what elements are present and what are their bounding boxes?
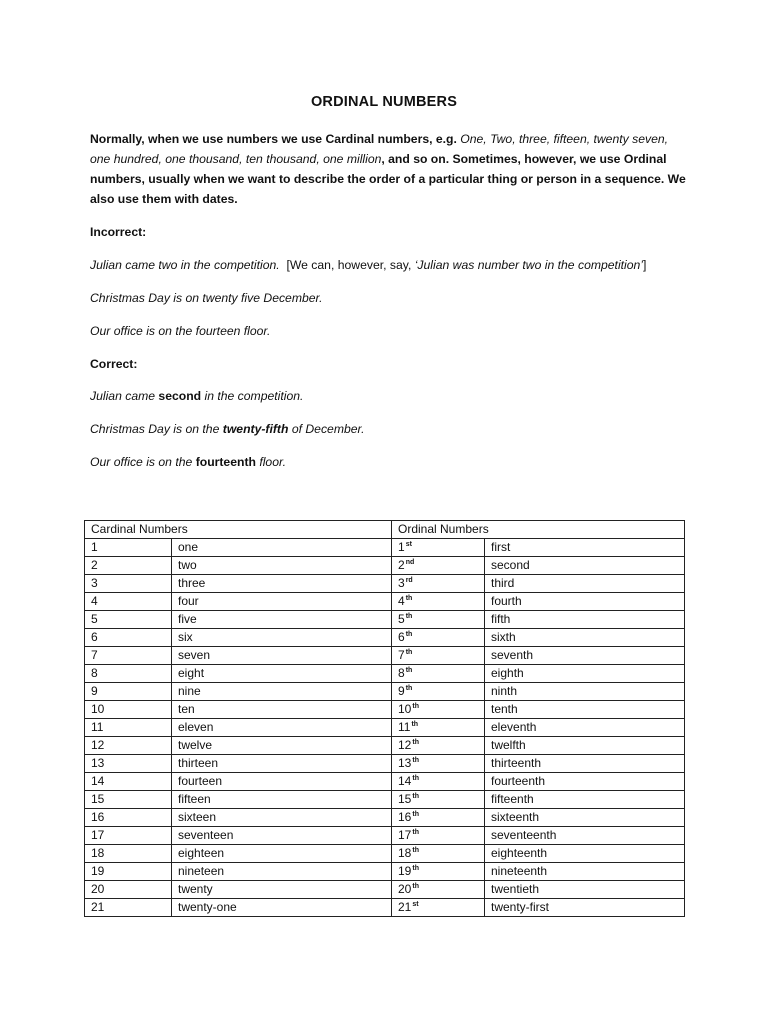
ordinal-number-cell [392, 809, 485, 827]
cardinal-number-cell: 15 [85, 791, 172, 809]
cardinal-number-cell: 2 [85, 557, 172, 575]
ordinal-number-cell [392, 647, 485, 665]
table-row [85, 575, 685, 593]
ordinal-suffix: th [412, 829, 419, 836]
correct-example-1-b: second [158, 389, 202, 403]
cardinal-number-cell: 5 [85, 611, 172, 629]
ordinal-word-cell: eighteenth [485, 845, 685, 863]
cardinal-word-cell: twenty-one [172, 899, 392, 917]
cardinal-number-cell: 8 [85, 665, 172, 683]
ordinal-number-cell [392, 629, 485, 647]
ordinal-suffix: th [412, 865, 419, 872]
ordinal-number: 1 [398, 540, 405, 554]
incorrect-heading-text: Incorrect: [90, 225, 147, 239]
ordinal-number: 13 [398, 756, 412, 770]
ordinal-suffix: th [412, 757, 419, 764]
ordinal-number-cell [392, 611, 485, 629]
cardinal-number-cell: 18 [85, 845, 172, 863]
ordinal-number-cell [392, 845, 485, 863]
cardinal-number-cell: 19 [85, 863, 172, 881]
numbers-table [84, 520, 685, 917]
header-ordinal: Ordinal Numbers [392, 521, 685, 539]
cardinal-number-cell: 1 [85, 539, 172, 557]
cardinal-word-cell: eighteen [172, 845, 392, 863]
table-row [85, 647, 685, 665]
cardinal-number-cell: 21 [85, 899, 172, 917]
cardinal-word-cell: thirteen [172, 755, 392, 773]
ordinal-number-cell [392, 719, 485, 737]
table-row [85, 737, 685, 755]
correct-heading [90, 354, 690, 374]
numbers-table-body [85, 521, 685, 917]
ordinal-number: 3 [398, 576, 405, 590]
incorrect-example-1-note-a: [We can, however, say, [279, 258, 415, 272]
ordinal-number-cell [392, 881, 485, 899]
table-row [85, 827, 685, 845]
ordinal-number-cell [392, 557, 485, 575]
correct-example-3 [90, 452, 690, 472]
intro-text-a: , when we use numbers we use [141, 132, 326, 146]
ordinal-word-cell: fifth [485, 611, 685, 629]
table-row [85, 611, 685, 629]
ordinal-word-cell: seventeenth [485, 827, 685, 845]
ordinal-suffix: st [412, 901, 419, 908]
ordinal-number: 15 [398, 792, 412, 806]
ordinal-number-cell [392, 737, 485, 755]
cardinal-word-cell: ten [172, 701, 392, 719]
ordinal-number-cell [392, 773, 485, 791]
ordinal-number-cell [392, 827, 485, 845]
cardinal-word-cell: one [172, 539, 392, 557]
intro-text-b: , and so on. Sometimes, however, we use Ordinal numbers, usually when we want to describe the order of a particular thing or person in a sequence. We also use them with dates. [90, 152, 686, 206]
ordinal-number: 20 [398, 882, 412, 896]
cardinal-word-cell: six [172, 629, 392, 647]
cardinal-number-cell: 11 [85, 719, 172, 737]
table-row [85, 899, 685, 917]
cardinal-word-cell: twelve [172, 737, 392, 755]
incorrect-example-1-text: Julian came two in the competition. [90, 258, 280, 272]
ordinal-word-cell: sixth [485, 629, 685, 647]
ordinal-suffix: th [405, 649, 413, 656]
cardinal-word-cell: nine [172, 683, 392, 701]
correct-example-2 [90, 419, 690, 439]
ordinal-word-cell: eleventh [485, 719, 685, 737]
cardinal-word-cell: eleven [172, 719, 392, 737]
correct-example-2-c: of December. [288, 422, 365, 436]
cardinal-number-cell: 14 [85, 773, 172, 791]
ordinal-number: 5 [398, 612, 405, 626]
ordinal-word-cell: seventh [485, 647, 685, 665]
cardinal-word-cell: sixteen [172, 809, 392, 827]
ordinal-suffix: th [412, 793, 419, 800]
ordinal-word-cell: second [485, 557, 685, 575]
ordinal-number-cell [392, 701, 485, 719]
table-row [85, 593, 685, 611]
ordinal-suffix: rd [405, 577, 413, 584]
incorrect-example-3-text: Our office is on the fourteen floor. [90, 324, 271, 338]
correct-example-3-a: Our office is on the [90, 455, 196, 469]
ordinal-number-cell [392, 575, 485, 593]
ordinal-number: 21 [398, 900, 412, 914]
ordinal-suffix: st [405, 541, 412, 548]
correct-example-3-b: fourteenth [195, 455, 256, 469]
ordinal-word-cell: twentieth [485, 881, 685, 899]
table-row [85, 881, 685, 899]
ordinal-suffix: th [405, 595, 413, 602]
cardinal-word-cell: four [172, 593, 392, 611]
ordinal-number: 12 [398, 738, 412, 752]
table-row [85, 845, 685, 863]
ordinal-word-cell: third [485, 575, 685, 593]
ordinal-word-cell: first [485, 539, 685, 557]
correct-heading-text: Correct: [90, 357, 138, 371]
ordinal-number-cell [392, 755, 485, 773]
ordinal-suffix: th [412, 703, 419, 710]
ordinal-suffix: th [412, 739, 419, 746]
ordinal-suffix: th [412, 883, 419, 890]
correct-example-1-a: Julian came [90, 389, 159, 403]
cardinal-number-cell: 3 [85, 575, 172, 593]
ordinal-number: 8 [398, 666, 405, 680]
table-row [85, 719, 685, 737]
ordinal-word-cell: fifteenth [485, 791, 685, 809]
cardinal-word-cell: fourteen [172, 773, 392, 791]
intro-bold-cardinal: Cardinal numbers [325, 132, 430, 146]
ordinal-number: 6 [398, 630, 405, 644]
ordinal-number: 18 [398, 846, 412, 860]
page-title: ORDINAL NUMBERS [310, 94, 458, 110]
correct-example-1-c: in the competition. [201, 389, 304, 403]
ordinal-number-cell [392, 683, 485, 701]
ordinal-number-cell [392, 593, 485, 611]
ordinal-number-cell [392, 791, 485, 809]
ordinal-word-cell: fourteenth [485, 773, 685, 791]
table-row [85, 701, 685, 719]
cardinal-number-cell: 7 [85, 647, 172, 665]
cardinal-number-cell: 16 [85, 809, 172, 827]
table-header-row [85, 521, 685, 539]
cardinal-word-cell: three [172, 575, 392, 593]
ordinal-number: 2 [398, 558, 405, 572]
ordinal-word-cell: fourth [485, 593, 685, 611]
table-row [85, 755, 685, 773]
correct-example-1 [90, 386, 690, 406]
cardinal-word-cell: seventeen [172, 827, 392, 845]
cardinal-number-cell: 4 [85, 593, 172, 611]
ordinal-suffix: th [412, 847, 419, 854]
table-row [85, 665, 685, 683]
ordinal-number: 10 [398, 702, 412, 716]
cardinal-word-cell: nineteen [172, 863, 392, 881]
cardinal-number-cell: 9 [85, 683, 172, 701]
ordinal-suffix: th [405, 613, 413, 620]
ordinal-number-cell [392, 539, 485, 557]
correct-example-2-b: twenty-fifth [222, 422, 289, 436]
ordinal-number: 7 [398, 648, 405, 662]
table-row [85, 791, 685, 809]
cardinal-number-cell: 12 [85, 737, 172, 755]
ordinal-number: 16 [398, 810, 412, 824]
ordinal-word-cell: thirteenth [485, 755, 685, 773]
incorrect-example-2-text: Christmas Day is on twenty five December. [90, 291, 323, 305]
ordinal-word-cell: sixteenth [485, 809, 685, 827]
ordinal-suffix: th [405, 631, 413, 638]
ordinal-number-cell [392, 665, 485, 683]
table-row [85, 683, 685, 701]
table-row [85, 539, 685, 557]
intro-text-eg: , e.g. [429, 132, 461, 146]
incorrect-heading [90, 222, 690, 242]
incorrect-example-3 [90, 321, 690, 341]
ordinal-word-cell: nineteenth [485, 863, 685, 881]
cardinal-word-cell: seven [172, 647, 392, 665]
ordinal-number-cell [392, 899, 485, 917]
cardinal-word-cell: two [172, 557, 392, 575]
intro-examples: One, Two, three, fifteen, twenty seven, one hundred, one thousand, ten thousand, one million [90, 132, 669, 166]
ordinal-number: 19 [398, 864, 412, 878]
table-row [85, 773, 685, 791]
cardinal-word-cell: eight [172, 665, 392, 683]
table-row [85, 557, 685, 575]
cardinal-number-cell: 10 [85, 701, 172, 719]
ordinal-suffix: th [405, 685, 413, 692]
ordinal-word-cell: twelfth [485, 737, 685, 755]
correct-example-3-c: floor. [255, 455, 286, 469]
ordinal-suffix: nd [405, 559, 415, 566]
ordinal-word-cell: ninth [485, 683, 685, 701]
cardinal-number-cell: 13 [85, 755, 172, 773]
cardinal-number-cell: 17 [85, 827, 172, 845]
cardinal-word-cell: twenty [172, 881, 392, 899]
ordinal-number: 11 [398, 720, 411, 734]
ordinal-number: 14 [398, 774, 412, 788]
intro-paragraph [90, 129, 690, 209]
ordinal-number: 9 [398, 684, 405, 698]
table-row [85, 809, 685, 827]
ordinal-number: 17 [398, 828, 412, 842]
correct-example-2-a: Christmas Day is on the [90, 422, 223, 436]
ordinal-suffix: th [412, 775, 419, 782]
incorrect-example-2 [90, 288, 690, 308]
table-row [85, 863, 685, 881]
ordinal-word-cell: eighth [485, 665, 685, 683]
incorrect-example-1-note-b: ‘Julian was number two in the competition’ [414, 258, 644, 272]
cardinal-number-cell: 20 [85, 881, 172, 899]
ordinal-number: 4 [398, 594, 405, 608]
ordinal-suffix: th [405, 667, 413, 674]
incorrect-example-1 [90, 255, 690, 275]
ordinal-suffix: th [411, 721, 419, 728]
ordinal-number-cell [392, 863, 485, 881]
cardinal-number-cell: 6 [85, 629, 172, 647]
cardinal-word-cell: five [172, 611, 392, 629]
header-cardinal: Cardinal Numbers [85, 521, 392, 539]
incorrect-example-1-note-c: ] [643, 258, 647, 272]
ordinal-word-cell: tenth [485, 701, 685, 719]
intro-bold-normally: Normally [90, 132, 142, 146]
cardinal-word-cell: fifteen [172, 791, 392, 809]
ordinal-suffix: th [412, 811, 419, 818]
table-row [85, 629, 685, 647]
ordinal-word-cell: twenty-first [485, 899, 685, 917]
